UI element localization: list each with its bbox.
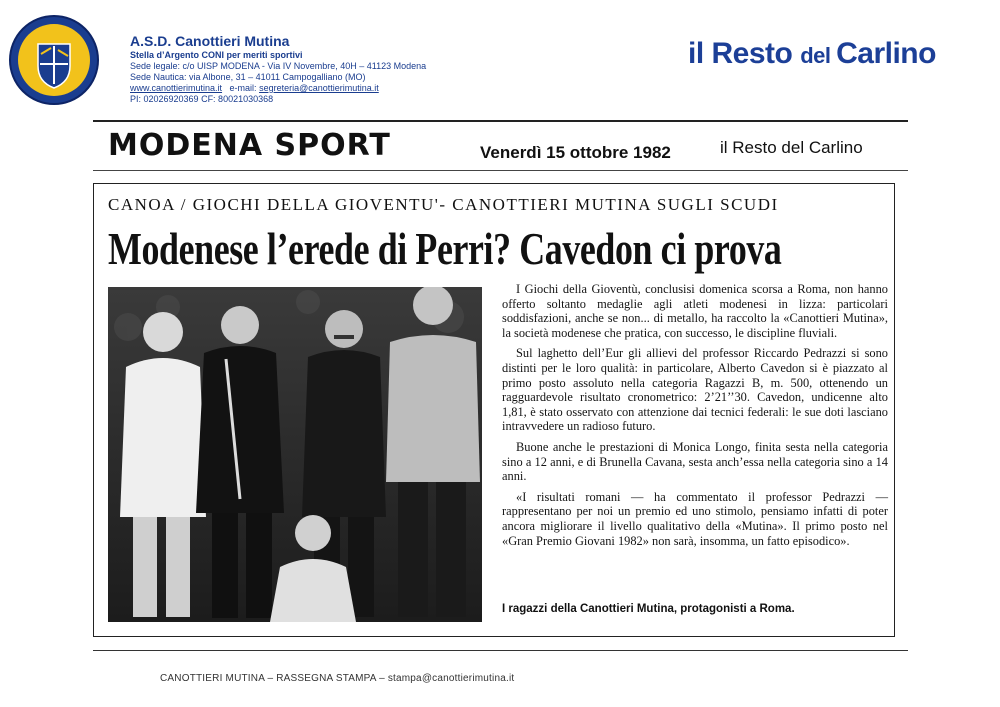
- article-body: [502, 282, 888, 554]
- team-photo: [108, 287, 482, 622]
- clipping-bottom-rule: [93, 650, 908, 651]
- club-email-link[interactable]: segreteria@canottierimutina.it: [259, 83, 379, 93]
- brand-part-2: del: [800, 43, 837, 68]
- section-title: MODENA SPORT: [108, 128, 391, 163]
- article-kicker: CANOA / GIOCHI DELLA GIOVENTU'- CANOTTIERI MUTINA SUGLI SCUDI: [108, 195, 779, 214]
- club-contacts: [130, 83, 379, 93]
- club-nautical-address: Sede Nautica: via Albone, 31 – 41011 Campogalliano (MO): [130, 72, 366, 82]
- article-headline: Modenese l’erede di Perri? Cavedon ci prova: [108, 223, 782, 274]
- article-paragraph: Sul laghetto dell’Eur gli allievi del professor Riccardo Pedrazzi si sono distinti per le loro qualità: in particolare, Alberto Cavedon si è piazzato al primo posto assoluto nella categoria Ragazzi B, m. 500, ottenendo un ragguardevole risultato cronometrico: 2’21’’30. Cavedon, undicenne alto 1,81, è stato osservato con attenzione dai tecnici federali: le sue doti lasciano intravvedere un radioso futuro.: [502, 346, 888, 434]
- photo-caption: I ragazzi della Canottieri Mutina, protagonisti a Roma.: [502, 603, 795, 615]
- masthead-bottom-rule: [93, 170, 908, 171]
- page-footer: CANOTTIERI MUTINA – RASSEGNA STAMPA – stampa@canottierimutina.it: [160, 673, 515, 684]
- club-legal-address: Sede legale: c/o UISP MODENA - Via IV Novembre, 40H – 41123 Modena: [130, 61, 427, 71]
- article-paragraph: Buone anche le prestazioni di Monica Longo, finita sesta nella categoria sino a 12 anni, e di Brunella Cavana, sesta anch’essa nella categoria sino a 14 anni.: [502, 439, 888, 484]
- brand-part-1: il Resto: [688, 37, 801, 70]
- club-logo: [8, 14, 100, 106]
- club-tax-ids: PI: 02026920369 CF: 80021030368: [130, 94, 274, 104]
- club-website-link[interactable]: www.canottierimutina.it: [130, 83, 223, 93]
- issue-date: Venerdì 15 ottobre 1982: [480, 143, 671, 162]
- club-award: Stella d’Argento CONI per meriti sportivi: [130, 50, 303, 60]
- paper-name: il Resto del Carlino: [720, 138, 863, 157]
- article-paragraph: I Giochi della Gioventù, conclusisi domenica scorsa a Roma, non hanno offerto soltanto medaglie agli atleti modenesi in lizza: particolari soddisfazioni, anche se non... di metallo, ha raccolto la «Canottieri Mutina», la società modenese che pratica, con successo, le discipline fluviali.: [502, 282, 888, 340]
- brand-part-3: Carlino: [836, 37, 936, 70]
- newspaper-brand-logo: [688, 37, 936, 71]
- article-paragraph: «I risultati romani — ha commentato il professor Pedrazzi — rappresentano per noi un premio ed uno stimolo, pensiamo infatti di poter ancora migliorare il livello qualitativo della «Mutina». Il primo posto nel «Gran Premio Giovani 1982» non sarà, insomma, un fatto episodico».: [502, 489, 888, 548]
- masthead-top-rule: [93, 120, 908, 122]
- club-name: A.S.D. Canottieri Mutina: [130, 33, 290, 49]
- club-email-label: e-mail:: [222, 83, 260, 93]
